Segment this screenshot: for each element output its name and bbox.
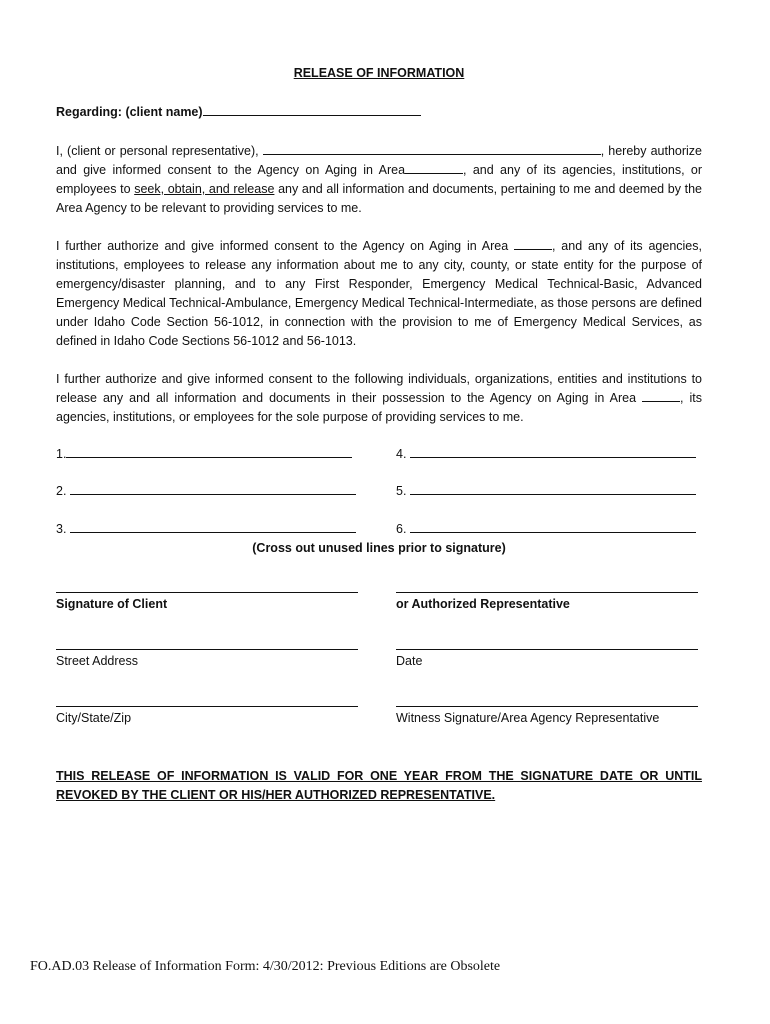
para1-underlined: seek, obtain, and release [134,182,275,196]
consent-paragraph-1 [56,142,702,218]
para3-part2: , its agencies, institutions, or employees for the sole purpose of providing services to me. [56,391,702,424]
validity-notice: THIS RELEASE OF INFORMATION IS VALID FOR ONE YEAR FROM THE SIGNATURE DATE OR UNTIL REVOKED BY THE CLIENT OR HIS/HER AUTHORIZED REPRESENTATIVE. [56,769,702,802]
para2-part1: I further authorize and give informed consent to the Agency on Aging in Area [56,239,509,253]
number-6: 6. [396,522,407,536]
number-4: 4. [396,447,407,461]
numbered-line-6 [396,521,696,536]
witness-signature-label: Witness Signature/Area Agency Representative [396,711,660,725]
para1-part1: I, (client or personal representative), [56,144,259,158]
representative-signature-label: or Authorized Representative [396,597,570,611]
recipient-field-3[interactable] [70,521,356,533]
city-state-zip-line[interactable] [56,706,358,707]
consent-paragraph-2 [56,237,702,351]
city-state-zip-label: City/State/Zip [56,711,132,725]
numbered-line-3 [56,521,356,536]
street-address-line[interactable] [56,649,358,650]
para1-part4: any and all information and documents, pertaining to me and deemed by the Area Agency to be relevant to providing services to me. [56,182,702,215]
recipient-field-6[interactable] [410,521,696,533]
number-3: 3. [56,522,67,536]
numbered-line-5 [396,483,696,498]
regarding-label: Regarding: (client name) [56,105,203,119]
numbered-line-1 [56,446,352,461]
area-number-field-3[interactable] [642,390,680,402]
client-signature-label: Signature of Client [56,597,168,611]
para1-part3: , and any of its agencies, institutions, or employees to [56,163,702,196]
recipient-field-1[interactable] [66,446,352,458]
date-label: Date [396,654,423,668]
witness-signature-line[interactable] [396,706,698,707]
street-address-label: Street Address [56,654,138,668]
representative-name-field[interactable] [263,143,601,155]
consent-paragraph-3 [56,370,702,427]
regarding-line [56,104,421,119]
para3-part1: I further authorize and give informed consent to the following individuals, organizations, entities and institutions to release any and all information and documents in their possession to the Agency on Aging in Area [56,372,702,405]
number-5: 5. [396,484,407,498]
recipient-field-5[interactable] [410,483,696,495]
form-footer: FO.AD.03 Release of Information Form: 4/30/2012: Previous Editions are Obsolete [30,959,501,974]
para2-part2: , and any of its agencies, institutions, employees to release any information about me to any city, county, or state entity for the purpose of emergency/disaster planning, and to any First Responder, Emergency Medical Technical-Basic, Advanced Emergency Medical Technical-Ambulance, Emergency Medical Technical-Intermediate, as those persons are defined under Idaho Code Section 56-1012, in connection with the provision to me of Emergency Medical Services, as defined in Idaho Code Sections 56-1012 and 56-1013. [56,239,702,348]
para1-part2: , hereby authorize and give informed consent to the Agency on Aging in Area [56,144,703,177]
representative-signature-line[interactable] [396,592,698,593]
client-signature-line[interactable] [56,592,358,593]
recipient-field-4[interactable] [410,446,696,458]
numbered-line-4 [396,446,696,461]
recipient-field-2[interactable] [70,483,356,495]
cross-out-note: (Cross out unused lines prior to signature) [252,541,506,555]
date-line[interactable] [396,649,698,650]
numbered-line-2 [56,483,356,498]
client-name-field[interactable] [203,104,421,116]
area-number-field-2[interactable] [514,238,552,250]
page-title: RELEASE OF INFORMATION [293,66,465,80]
number-2: 2. [56,484,67,498]
number-1: 1. [56,447,67,461]
form-page [30,0,703,1024]
area-number-field-1[interactable] [405,162,463,174]
